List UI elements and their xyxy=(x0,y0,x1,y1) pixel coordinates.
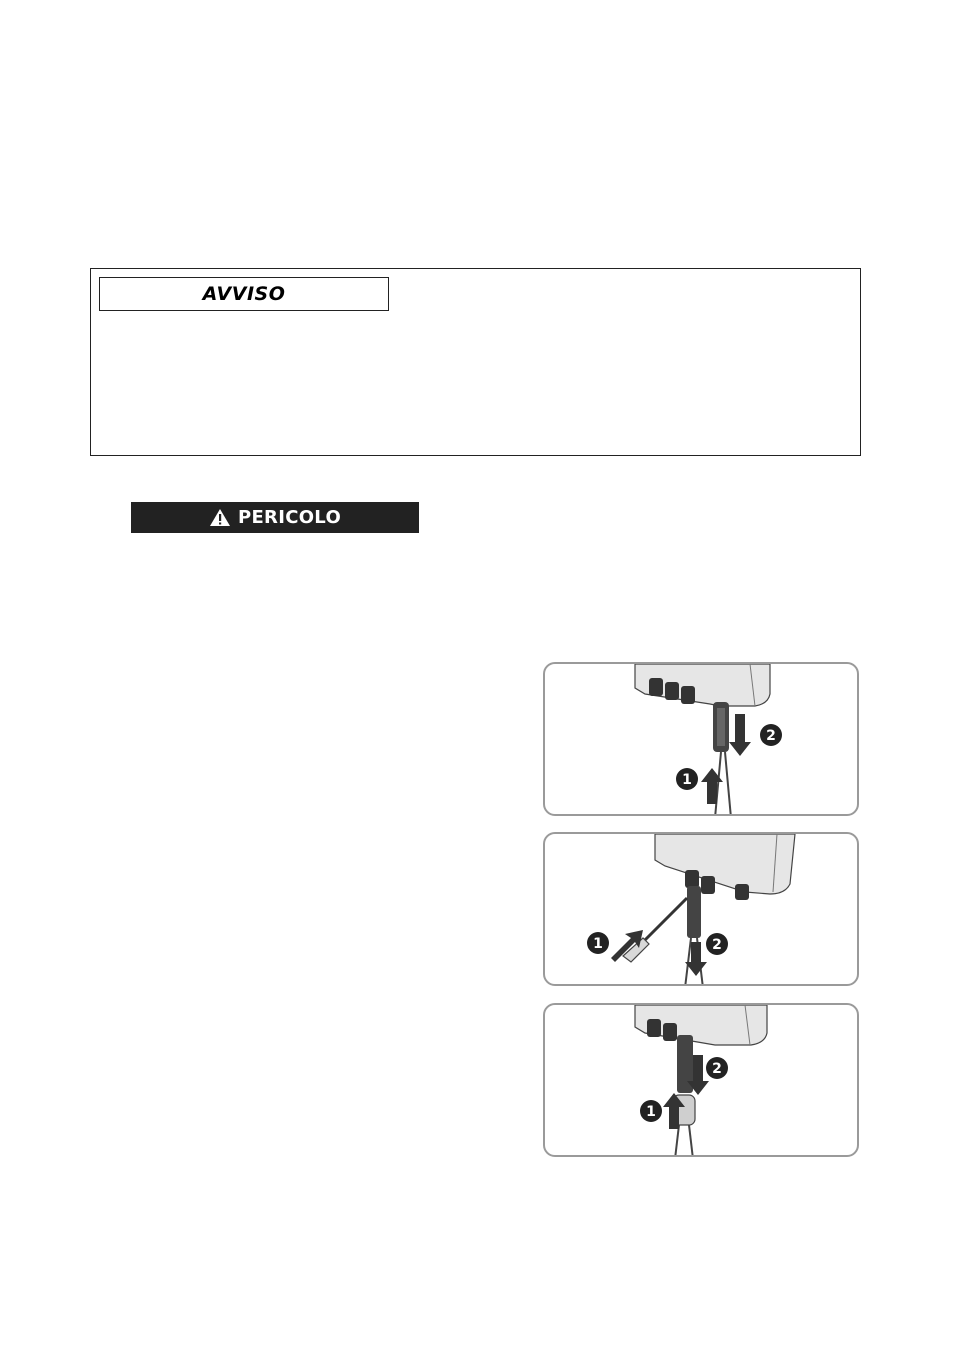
step-2-badge: 2 xyxy=(712,937,722,953)
illustration-step-3 xyxy=(543,1003,859,1157)
step-1-badge: 1 xyxy=(593,936,603,952)
illustration-step-2 xyxy=(543,832,859,986)
danger-label: PERICOLO xyxy=(237,507,342,528)
step-2-badge: 2 xyxy=(766,728,776,744)
step-2-badge: 2 xyxy=(712,1061,722,1077)
notice-label: AVVISO xyxy=(99,277,389,311)
illustration-step-1 xyxy=(543,662,859,816)
warning-triangle-icon xyxy=(209,508,231,527)
step-1-badge: 1 xyxy=(646,1104,656,1120)
danger-banner xyxy=(131,502,419,533)
step-1-badge: 1 xyxy=(682,772,692,788)
notice-box xyxy=(90,268,861,456)
